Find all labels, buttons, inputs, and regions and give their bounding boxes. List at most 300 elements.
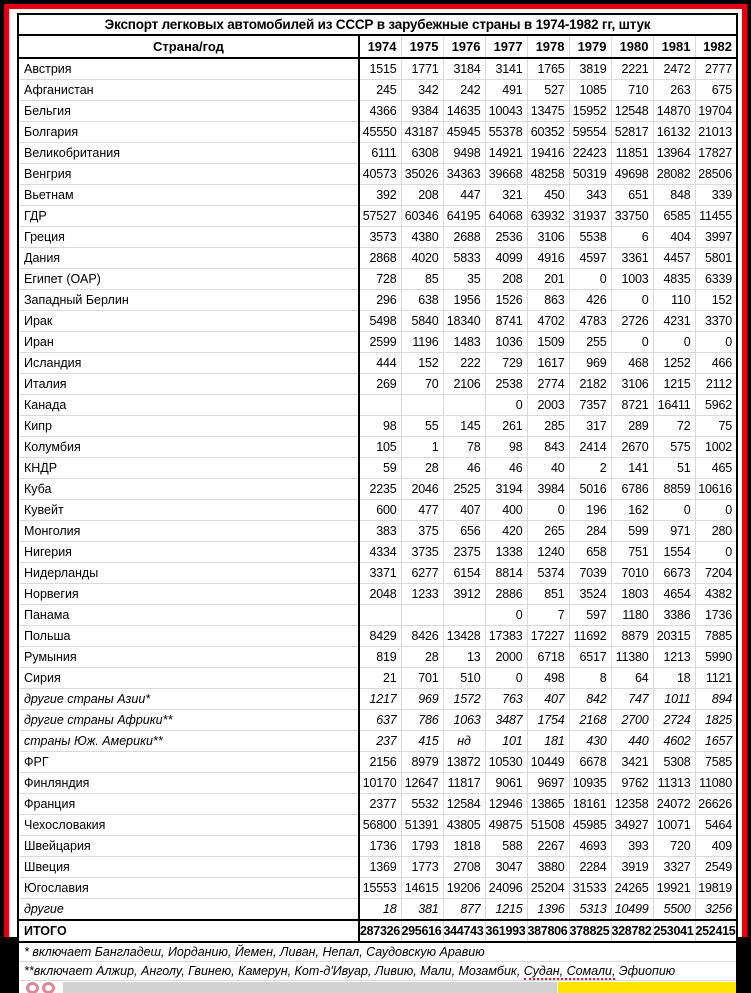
value-cell: 1825 xyxy=(695,710,737,731)
value-cell: 2774 xyxy=(527,374,569,395)
value-cell: 1572 xyxy=(443,689,485,710)
value-cell: 393 xyxy=(611,836,653,857)
total-value-cell: 253041 xyxy=(653,920,695,942)
table-row xyxy=(18,521,737,542)
value-cell: 237 xyxy=(359,731,401,752)
country-cell: Вьетнам xyxy=(18,185,359,206)
value-cell: 5538 xyxy=(569,227,611,248)
country-cell: Швейцария xyxy=(18,836,359,857)
value-cell: 48258 xyxy=(527,164,569,185)
year-header: 1974 xyxy=(359,35,401,58)
value-cell: 863 xyxy=(527,290,569,311)
value-cell: 11313 xyxy=(653,773,695,794)
total-value-cell: 328782 xyxy=(611,920,653,942)
value-cell: 1240 xyxy=(527,542,569,563)
year-header: 1981 xyxy=(653,35,695,58)
footnote-africa-prefix: **включает Алжир, Анголу, Гвинею, Камерун, Кот-д'Ивуар, Ливию, Мали, Мозамбик, xyxy=(24,964,524,978)
value-cell: 13872 xyxy=(443,752,485,773)
table-row xyxy=(18,752,737,773)
value-cell: 1217 xyxy=(359,689,401,710)
value-cell: 2724 xyxy=(653,710,695,731)
value-cell: 35026 xyxy=(401,164,443,185)
value-cell: 7585 xyxy=(695,752,737,773)
table-row xyxy=(18,542,737,563)
value-cell: 181 xyxy=(527,731,569,752)
table-row xyxy=(18,479,737,500)
value-cell: 3106 xyxy=(611,374,653,395)
value-cell: 1526 xyxy=(485,290,527,311)
value-cell: 6154 xyxy=(443,563,485,584)
value-cell: 18340 xyxy=(443,311,485,332)
value-cell: 971 xyxy=(653,521,695,542)
value-cell: 10449 xyxy=(527,752,569,773)
value-cell: 40573 xyxy=(359,164,401,185)
value-cell: 409 xyxy=(695,836,737,857)
value-cell: 1754 xyxy=(527,710,569,731)
value-cell: 45985 xyxy=(569,815,611,836)
value-cell: 49875 xyxy=(485,815,527,836)
value-cell: 1657 xyxy=(695,731,737,752)
value-cell: 1771 xyxy=(401,58,443,80)
value-cell: 45945 xyxy=(443,122,485,143)
value-cell: 255 xyxy=(569,332,611,353)
value-cell: 2048 xyxy=(359,584,401,605)
value-cell: 2112 xyxy=(695,374,737,395)
cutoff-row xyxy=(18,981,737,993)
value-cell: 7357 xyxy=(569,395,611,416)
country-cell: Румыния xyxy=(18,647,359,668)
value-cell: 1196 xyxy=(401,332,443,353)
table-row xyxy=(18,269,737,290)
value-cell: 98 xyxy=(485,437,527,458)
value-cell: 0 xyxy=(527,500,569,521)
value-cell: 842 xyxy=(569,689,611,710)
value-cell: 383 xyxy=(359,521,401,542)
table-row xyxy=(18,878,737,899)
value-cell: 1215 xyxy=(653,374,695,395)
value-cell: 1233 xyxy=(401,584,443,605)
value-cell: 9697 xyxy=(527,773,569,794)
value-cell: 1509 xyxy=(527,332,569,353)
value-cell: 3997 xyxy=(695,227,737,248)
table-body xyxy=(18,58,737,920)
value-cell: 2538 xyxy=(485,374,527,395)
table-row xyxy=(18,290,737,311)
table-row xyxy=(18,500,737,521)
value-cell: 12548 xyxy=(611,101,653,122)
value-cell: 208 xyxy=(485,269,527,290)
country-cell: Иран xyxy=(18,332,359,353)
value-cell: 10616 xyxy=(695,479,737,500)
value-cell: 0 xyxy=(485,395,527,416)
country-cell: Франция xyxy=(18,794,359,815)
country-cell: другие страны Африки** xyxy=(18,710,359,731)
value-cell: 444 xyxy=(359,353,401,374)
value-cell: 145 xyxy=(443,416,485,437)
value-cell: 3880 xyxy=(527,857,569,878)
country-cell: Куба xyxy=(18,479,359,500)
value-cell: 60346 xyxy=(401,206,443,227)
value-cell: 4020 xyxy=(401,248,443,269)
value-cell: 5498 xyxy=(359,311,401,332)
table-wrap xyxy=(17,13,738,993)
table-row xyxy=(18,122,737,143)
country-cell: Сирия xyxy=(18,668,359,689)
value-cell: 5833 xyxy=(443,248,485,269)
value-cell: 2708 xyxy=(443,857,485,878)
value-cell: 43805 xyxy=(443,815,485,836)
value-cell: 2549 xyxy=(695,857,737,878)
value-cell: 2414 xyxy=(569,437,611,458)
value-cell: 1369 xyxy=(359,857,401,878)
value-cell: 60352 xyxy=(527,122,569,143)
value-cell: 2375 xyxy=(443,542,485,563)
value-cell: 4702 xyxy=(527,311,569,332)
table-row xyxy=(18,710,737,731)
value-cell: 51391 xyxy=(401,815,443,836)
total-value-cell: 361993 xyxy=(485,920,527,942)
value-cell: 19921 xyxy=(653,878,695,899)
year-header: 1976 xyxy=(443,35,485,58)
value-cell: 18 xyxy=(653,668,695,689)
value-cell: 3371 xyxy=(359,563,401,584)
country-cell: Австрия xyxy=(18,58,359,80)
table-row xyxy=(18,311,737,332)
value-cell: 64068 xyxy=(485,206,527,227)
value-cell: 8 xyxy=(569,668,611,689)
total-value-cell: 287326 xyxy=(359,920,401,942)
value-cell: 6585 xyxy=(653,206,695,227)
year-header: 1982 xyxy=(695,35,737,58)
value-cell: 2221 xyxy=(611,58,653,80)
country-cell: Болгария xyxy=(18,122,359,143)
value-cell: 2003 xyxy=(527,395,569,416)
value-cell: 4597 xyxy=(569,248,611,269)
value-cell: 2525 xyxy=(443,479,485,500)
value-cell: 70 xyxy=(401,374,443,395)
value-cell: 0 xyxy=(611,290,653,311)
value-cell: 6111 xyxy=(359,143,401,164)
value-cell: 1011 xyxy=(653,689,695,710)
year-header: 1980 xyxy=(611,35,653,58)
value-cell: 3370 xyxy=(695,311,737,332)
value-cell: 5801 xyxy=(695,248,737,269)
value-cell: 2046 xyxy=(401,479,443,500)
page-background xyxy=(9,9,742,937)
value-cell: 1396 xyxy=(527,899,569,921)
value-cell: 59554 xyxy=(569,122,611,143)
value-cell: 1773 xyxy=(401,857,443,878)
table-row xyxy=(18,815,737,836)
footnote-africa-suffix: Эфиопию xyxy=(615,964,675,978)
value-cell: 31937 xyxy=(569,206,611,227)
value-cell: 196 xyxy=(569,500,611,521)
value-cell: 18 xyxy=(359,899,401,921)
value-cell: 57527 xyxy=(359,206,401,227)
value-cell xyxy=(359,605,401,626)
value-cell: 6678 xyxy=(569,752,611,773)
total-value-cell: 344743 xyxy=(443,920,485,942)
value-cell: 40 xyxy=(527,458,569,479)
value-cell: 9384 xyxy=(401,101,443,122)
value-cell: 11080 xyxy=(695,773,737,794)
value-cell: 2106 xyxy=(443,374,485,395)
value-cell: 11455 xyxy=(695,206,737,227)
value-cell: 2000 xyxy=(485,647,527,668)
value-cell: 728 xyxy=(359,269,401,290)
value-cell: 51 xyxy=(653,458,695,479)
value-cell: 4602 xyxy=(653,731,695,752)
value-cell: 85 xyxy=(401,269,443,290)
value-cell: 12647 xyxy=(401,773,443,794)
value-cell: 2235 xyxy=(359,479,401,500)
spellcheck-underlined-words: Судан, Сомали, xyxy=(524,964,616,980)
value-cell: 498 xyxy=(527,668,569,689)
value-cell: 3194 xyxy=(485,479,527,500)
value-cell: 3919 xyxy=(611,857,653,878)
value-cell: 4382 xyxy=(695,584,737,605)
value-cell xyxy=(443,605,485,626)
value-cell: 466 xyxy=(695,353,737,374)
value-cell: 43187 xyxy=(401,122,443,143)
value-cell: 9061 xyxy=(485,773,527,794)
value-cell: 10043 xyxy=(485,101,527,122)
value-cell xyxy=(401,395,443,416)
value-cell: 14921 xyxy=(485,143,527,164)
value-cell: 285 xyxy=(527,416,569,437)
value-cell: 10530 xyxy=(485,752,527,773)
value-cell: 465 xyxy=(695,458,737,479)
value-cell: 45550 xyxy=(359,122,401,143)
value-cell: 64195 xyxy=(443,206,485,227)
value-cell: 4099 xyxy=(485,248,527,269)
value-cell: 284 xyxy=(569,521,611,542)
value-cell: 5308 xyxy=(653,752,695,773)
country-cell: Италия xyxy=(18,374,359,395)
value-cell: 0 xyxy=(485,605,527,626)
value-cell: 15553 xyxy=(359,878,401,899)
red-frame xyxy=(4,4,747,937)
country-cell: Польша xyxy=(18,626,359,647)
value-cell: 1085 xyxy=(569,80,611,101)
value-cell: 17383 xyxy=(485,626,527,647)
table-row xyxy=(18,437,737,458)
value-cell: 1338 xyxy=(485,542,527,563)
value-cell: 5500 xyxy=(653,899,695,921)
table-row xyxy=(18,185,737,206)
country-cell: Югославия xyxy=(18,878,359,899)
value-cell: 3421 xyxy=(611,752,653,773)
value-cell: 2182 xyxy=(569,374,611,395)
value-cell: 3735 xyxy=(401,542,443,563)
value-cell: 13 xyxy=(443,647,485,668)
value-cell: 13475 xyxy=(527,101,569,122)
value-cell: 56800 xyxy=(359,815,401,836)
table-row xyxy=(18,353,737,374)
country-cell: Кувейт xyxy=(18,500,359,521)
value-cell: 11851 xyxy=(611,143,653,164)
value-cell: 98 xyxy=(359,416,401,437)
value-cell: 5016 xyxy=(569,479,611,500)
value-cell: 14870 xyxy=(653,101,695,122)
value-cell: 34363 xyxy=(443,164,485,185)
value-cell: 2700 xyxy=(611,710,653,731)
value-cell: 415 xyxy=(401,731,443,752)
table-row xyxy=(18,563,737,584)
value-cell: 39668 xyxy=(485,164,527,185)
value-cell: 599 xyxy=(611,521,653,542)
value-cell: 4783 xyxy=(569,311,611,332)
value-cell: 375 xyxy=(401,521,443,542)
value-cell: 651 xyxy=(611,185,653,206)
value-cell: 2377 xyxy=(359,794,401,815)
value-cell: 162 xyxy=(611,500,653,521)
table-row xyxy=(18,584,737,605)
value-cell: 1121 xyxy=(695,668,737,689)
value-cell: 2 xyxy=(569,458,611,479)
value-cell: 3819 xyxy=(569,58,611,80)
value-cell: 575 xyxy=(653,437,695,458)
value-cell: 468 xyxy=(611,353,653,374)
value-cell: 35 xyxy=(443,269,485,290)
table-row xyxy=(18,794,737,815)
year-header: 1978 xyxy=(527,35,569,58)
value-cell: 12358 xyxy=(611,794,653,815)
value-cell: 600 xyxy=(359,500,401,521)
cutoff-logo-fragment xyxy=(42,982,55,993)
table-row xyxy=(18,416,737,437)
value-cell: 5532 xyxy=(401,794,443,815)
value-cell: 2599 xyxy=(359,332,401,353)
value-cell: 4916 xyxy=(527,248,569,269)
value-cell: 0 xyxy=(653,500,695,521)
value-cell: 4231 xyxy=(653,311,695,332)
value-cell: 3106 xyxy=(527,227,569,248)
value-cell: 19704 xyxy=(695,101,737,122)
value-cell: 8859 xyxy=(653,479,695,500)
value-cell: 0 xyxy=(485,668,527,689)
value-cell: 1063 xyxy=(443,710,485,731)
value-cell: 50319 xyxy=(569,164,611,185)
value-cell: 34927 xyxy=(611,815,653,836)
value-cell: 75 xyxy=(695,416,737,437)
table-row xyxy=(18,689,737,710)
table-row xyxy=(18,458,737,479)
value-cell: 3386 xyxy=(653,605,695,626)
value-cell: 848 xyxy=(653,185,695,206)
value-cell: 51508 xyxy=(527,815,569,836)
country-cell: Финляндия xyxy=(18,773,359,794)
value-cell: 6517 xyxy=(569,647,611,668)
value-cell: 407 xyxy=(527,689,569,710)
value-cell: 52817 xyxy=(611,122,653,143)
value-cell: 13964 xyxy=(653,143,695,164)
value-cell: 13865 xyxy=(527,794,569,815)
footnote-asia-row xyxy=(18,942,737,962)
value-cell: 22423 xyxy=(569,143,611,164)
country-cell: другие страны Азии* xyxy=(18,689,359,710)
value-cell: 263 xyxy=(653,80,695,101)
table-row xyxy=(18,395,737,416)
value-cell: 638 xyxy=(401,290,443,311)
value-cell: 3524 xyxy=(569,584,611,605)
value-cell: 400 xyxy=(485,500,527,521)
value-cell: 1818 xyxy=(443,836,485,857)
value-cell: 33750 xyxy=(611,206,653,227)
value-cell: 12584 xyxy=(443,794,485,815)
value-cell: 105 xyxy=(359,437,401,458)
corner-header: Страна/год xyxy=(18,35,359,58)
value-cell: 28082 xyxy=(653,164,695,185)
country-cell: страны Юж. Америки** xyxy=(18,731,359,752)
value-cell: 6718 xyxy=(527,647,569,668)
value-cell: 16132 xyxy=(653,122,695,143)
value-cell: 751 xyxy=(611,542,653,563)
value-cell: 1617 xyxy=(527,353,569,374)
value-cell: 1213 xyxy=(653,647,695,668)
value-cell: 8814 xyxy=(485,563,527,584)
value-cell: 4380 xyxy=(401,227,443,248)
value-cell: 7010 xyxy=(611,563,653,584)
value-cell: 3047 xyxy=(485,857,527,878)
value-cell: 491 xyxy=(485,80,527,101)
value-cell: 0 xyxy=(569,269,611,290)
footnote-africa-row xyxy=(18,962,737,981)
value-cell: 10499 xyxy=(611,899,653,921)
footnote-asia: * включает Бангладеш, Иорданию, Йемен, Ливан, Непал, Саудовскую Аравию xyxy=(18,942,737,962)
value-cell: 675 xyxy=(695,80,737,101)
value-cell: 2284 xyxy=(569,857,611,878)
value-cell: 1180 xyxy=(611,605,653,626)
value-cell: 265 xyxy=(527,521,569,542)
value-cell: 4693 xyxy=(569,836,611,857)
value-cell: 2868 xyxy=(359,248,401,269)
table-row xyxy=(18,731,737,752)
table-row xyxy=(18,206,737,227)
value-cell: нд xyxy=(443,731,485,752)
value-cell: 7039 xyxy=(569,563,611,584)
table-row xyxy=(18,332,737,353)
value-cell: 7885 xyxy=(695,626,737,647)
value-cell: 0 xyxy=(653,332,695,353)
value-cell: 381 xyxy=(401,899,443,921)
country-cell: Норвегия xyxy=(18,584,359,605)
country-cell: Колумбия xyxy=(18,437,359,458)
country-cell: Великобритания xyxy=(18,143,359,164)
value-cell: 8721 xyxy=(611,395,653,416)
value-cell: 4366 xyxy=(359,101,401,122)
value-cell: 3327 xyxy=(653,857,695,878)
value-cell: 46 xyxy=(485,458,527,479)
value-cell: 3184 xyxy=(443,58,485,80)
value-cell: 201 xyxy=(527,269,569,290)
country-cell: Венгрия xyxy=(18,164,359,185)
value-cell: 10071 xyxy=(653,815,695,836)
value-cell: 4334 xyxy=(359,542,401,563)
value-cell: 19416 xyxy=(527,143,569,164)
value-cell: 2156 xyxy=(359,752,401,773)
value-cell: 296 xyxy=(359,290,401,311)
value-cell: 8979 xyxy=(401,752,443,773)
value-cell: 24265 xyxy=(611,878,653,899)
value-cell: 28506 xyxy=(695,164,737,185)
value-cell: 851 xyxy=(527,584,569,605)
value-cell: 28 xyxy=(401,647,443,668)
table-row xyxy=(18,899,737,921)
value-cell: 426 xyxy=(569,290,611,311)
value-cell: 843 xyxy=(527,437,569,458)
value-cell: 786 xyxy=(401,710,443,731)
